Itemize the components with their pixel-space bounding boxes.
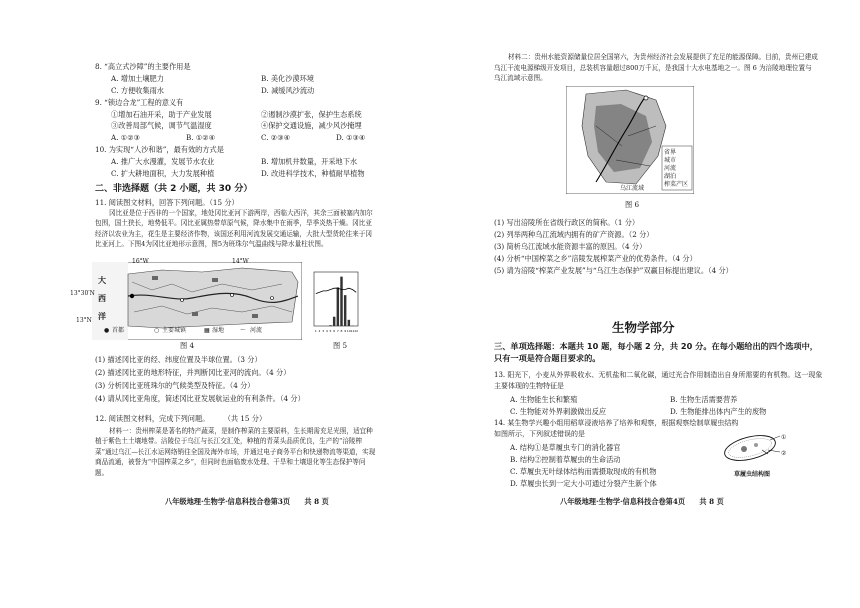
q11-sub-3: (3) 分析冈比亚班珠尔的气候类型及特征。（4 分） (95, 381, 255, 390)
fig4-ocean-label-1: 大 (98, 275, 106, 285)
fig4-lon-14w: 14°W (232, 258, 249, 265)
q11-material: 冈比亚是位于西非的一个国家，地处冈比亚河下游两岸，西临大西洋，其余三面被塞内加尔包围，国土狭长，地势低平。冈比亚属热带草原气候，降水集中在雨季，旱季炎热干燥。冈比亚经济以农业为主，花生是主要经济作物，该国还利用河流发展交通运输，大批大型货轮往来于冈比亚河上。下图4为冈比亚地形示意图，图5为班珠尔气温曲线与降水量柱状图。 (95, 209, 373, 249)
q9-item-2: ②遏制沙漠扩张，保护生态系统 (261, 110, 362, 119)
legend-capital-label: 首都 (112, 327, 125, 334)
biology-section-heading: 三、单项选择题：本题共 10 题，每小题 2 分，共 20 分。在每小题给出的四个选项中，只有一项是符合题目要求的。 (494, 341, 818, 363)
q10-option-c: C. 扩大耕地面积，大力发展种植 (111, 169, 215, 178)
paramecium-label-2: ② (781, 450, 787, 457)
legend-river-icon: ～ (240, 327, 247, 334)
q10-option-a: A. 推广大水漫灌，发展节水农业 (111, 157, 215, 166)
fig4-caption: 图 4 (180, 341, 195, 350)
fig6-legend-5: 榨菜产区 (664, 181, 689, 188)
q11-sub-2: (2) 描述冈比亚的地形特征，并判断冈比亚河的流向。（4 分） (95, 368, 291, 377)
q14-option-a: A. 结构①是草履虫专门的消化器官 (510, 443, 621, 452)
fig6-legend-2: 城市 (664, 157, 677, 164)
q12-sub-5: (5) 请为涪陵“榨菜产业发展”与“乌江生态保护”双赢目标提出建议。（4 分） (494, 266, 733, 275)
month-tick-label: 8 (340, 329, 343, 333)
q12-sub-4: (4) 分析“中国榨菜之乡”涪陵发展榨菜产业的优势条件。（4 分） (494, 254, 697, 263)
q13-option-d: D. 生物能排出体内产生的废物 (670, 407, 767, 416)
fig6-legend-1: 省界 (664, 149, 677, 156)
section-heading-nonchoice: 二、非选择题（共 2 小题，共 30 分） (95, 184, 253, 194)
q14-option-b: B. 结构②控制着草履虫的生命活动 (510, 455, 621, 464)
legend-swamp-label: 湿地 (212, 327, 225, 334)
q9-option-a: A. ①②③ (111, 133, 141, 142)
q12-sub-2: (2) 列举两种乌江流域内拥有的矿产资源。（2 分） (494, 230, 654, 239)
q9-option-d: D. ①③④ (336, 133, 366, 142)
precip-bar (348, 320, 350, 326)
fig5-caption: 图 5 (333, 341, 348, 350)
fig4-lon-16w: 16°W (132, 258, 149, 265)
fig6-note: 乌江流域 (620, 185, 645, 192)
paramecium-label-1: ① (781, 434, 787, 441)
q14-option-c: C. 草履虫无叶绿体结构而需摄取现成的有机物 (510, 467, 657, 476)
q12-material-2: 材料二：贵州水能资源储量位居全国第六，为贵州经济社会发展提供了充足的能源保障。目前，贵州已建成乌江干流电源梯级开发项目，总装机容量超过800万千瓦，是我国十大水电基地之一。图 6 为涪陵地理位置与乌江流域示意图。 (494, 53, 818, 83)
fig4-ocean-label-3: 洋 (98, 311, 106, 321)
q8-option-c: C. 方便收集雨水 (111, 86, 164, 95)
legend-swamp-icon: ▦ (204, 327, 210, 334)
month-tick-label: 1 (314, 329, 317, 333)
q11-stem: 11. 阅读图文材料，回答下列问题。（15 分） (95, 198, 239, 207)
fig6-caption: 图 6 (625, 200, 640, 209)
precip-bar (340, 277, 342, 326)
legend-river-label: 河流 (250, 327, 263, 334)
q8-option-d: D. 减缓风沙流动 (261, 86, 315, 95)
q8-option-a: A. 增加土壤肥力 (111, 74, 164, 83)
fig4-ocean-label-2: 西 (98, 293, 106, 303)
left-page-footer: 八年级地理·生物学·信息科技合卷第3页 共 8 页 (165, 497, 329, 506)
q13-option-b: B. 生物生活需要营养 (670, 395, 738, 404)
legend-capital-icon: ● (104, 327, 110, 334)
right-page (430, 0, 860, 608)
q9-option-b: B. ①②④ (186, 133, 216, 142)
figure-5-climate-chart (308, 268, 364, 334)
q12-stem: 12. 阅读图文材料，完成下列问题。 （共 15 分） (95, 414, 267, 423)
precip-bar (329, 325, 331, 326)
q9-item-4: ④保护交通设施，减少风沙掩埋 (261, 121, 362, 130)
q9-item-3: ③改善局部气候，调节气温湿度 (111, 121, 212, 130)
q13-stem: 13. 阳光下，小麦从外界吸收水、无机盐和二氧化碳，通过光合作用制造出自身所需要的有机物。这一现象主要体现的生物特征是 (494, 371, 823, 390)
q9-item-1: ①增加石油开采，助于产业发展 (111, 110, 212, 119)
q8-stem: 8. “高立式沙障”的主要作用是 (95, 62, 191, 71)
month-tick-label: 10 (346, 329, 351, 333)
temperature-line (316, 288, 356, 293)
q11-sub-1: (1) 描述冈比亚的经、纬度位置及半球位置。（3 分） (95, 355, 262, 364)
q12-sub-3: (3) 简析乌江流域水能资源丰富的原因。（4 分） (494, 242, 647, 251)
month-tick-label: 2 (318, 329, 321, 333)
right-page-footer: 八年级地理·生物学·信息科技合卷第4页 共 8 页 (560, 497, 724, 506)
fig4-lat-13-30n: 13°30′N (70, 290, 95, 297)
q14-stem: 14. 某生物学兴趣小组用稻草浸液培养了培养和观察，根据观察绘制草履虫结构如图所示，下列叙述错误的是 (494, 419, 739, 438)
q9-stem: 9. “锁边合龙”工程的意义有 (95, 98, 184, 107)
fig5-svg (308, 268, 364, 334)
precip-bar (333, 317, 335, 326)
paramecium-caption: 草履虫结构图 (734, 471, 771, 478)
month-tick-label: 11 (350, 329, 355, 333)
month-tick-label: 3 (322, 329, 325, 333)
paramecium-figure (722, 430, 786, 464)
month-tick-label: 4 (325, 329, 328, 333)
q12-sub-1: (1) 写出涪陵所在省级行政区的简称。（1 分） (494, 218, 640, 227)
q8-option-b: B. 美化沙漠环境 (261, 74, 314, 83)
q10-option-b: B. 增加机井数量，开采地下水 (261, 157, 358, 166)
legend-city-label: 主要城镇 (162, 327, 187, 334)
month-tick-label: 6 (333, 329, 336, 333)
month-tick-label: 5 (329, 329, 332, 333)
q13-option-a: A. 生物能生长和繁殖 (510, 395, 578, 404)
precip-bar (337, 287, 339, 326)
q9-option-c: C. ②③④ (261, 133, 291, 142)
month-tick-label: 7 (336, 329, 339, 333)
month-tick-label: 12 (354, 329, 359, 333)
fig6-legend-3: 河流 (664, 165, 677, 172)
legend-city-icon: ○ (154, 327, 160, 334)
fig6-legend-4: 湖泊 (664, 173, 677, 180)
month-tick-label: 9 (344, 329, 347, 333)
q10-stem: 10. 为实现“人沙和谐”，最有效的方式是 (95, 145, 224, 154)
q12-material: 材料一：贵州榨菜是著名的特产蔬菜，是制作榨菜的主要原料，生长期需充足光照，适宜种植于紫色土土壤地带。涪陵位于乌江与长江交汇处，种植的青菜头品质优良，生产的“涪陵榨菜”通过乌江—长江水运网络销往全国及海外市场，并通过电子商务平台和快递物流等渠道，实现商品流通，被誉为“中国榨菜之乡”，但同时也面临废水处理、干旱和土壤退化等生态保护等问题。 (95, 427, 376, 477)
q13-option-c: C. 生物能对外界刺激做出反应 (510, 407, 607, 416)
biology-title: 生物学部分 (612, 320, 675, 335)
q14-option-d: D. 草履虫长到一定大小可通过分裂产生新个体 (510, 479, 657, 488)
q11-sub-4: (4) 请从冈比亚角度，简述冈比亚发展航运业的有利条件。（4 分） (95, 394, 305, 403)
q10-option-d: D. 改进科学技术，种植耐旱植物 (261, 169, 365, 178)
precip-bar (344, 295, 346, 326)
fig4-lat-13n: 13°N (76, 317, 92, 324)
